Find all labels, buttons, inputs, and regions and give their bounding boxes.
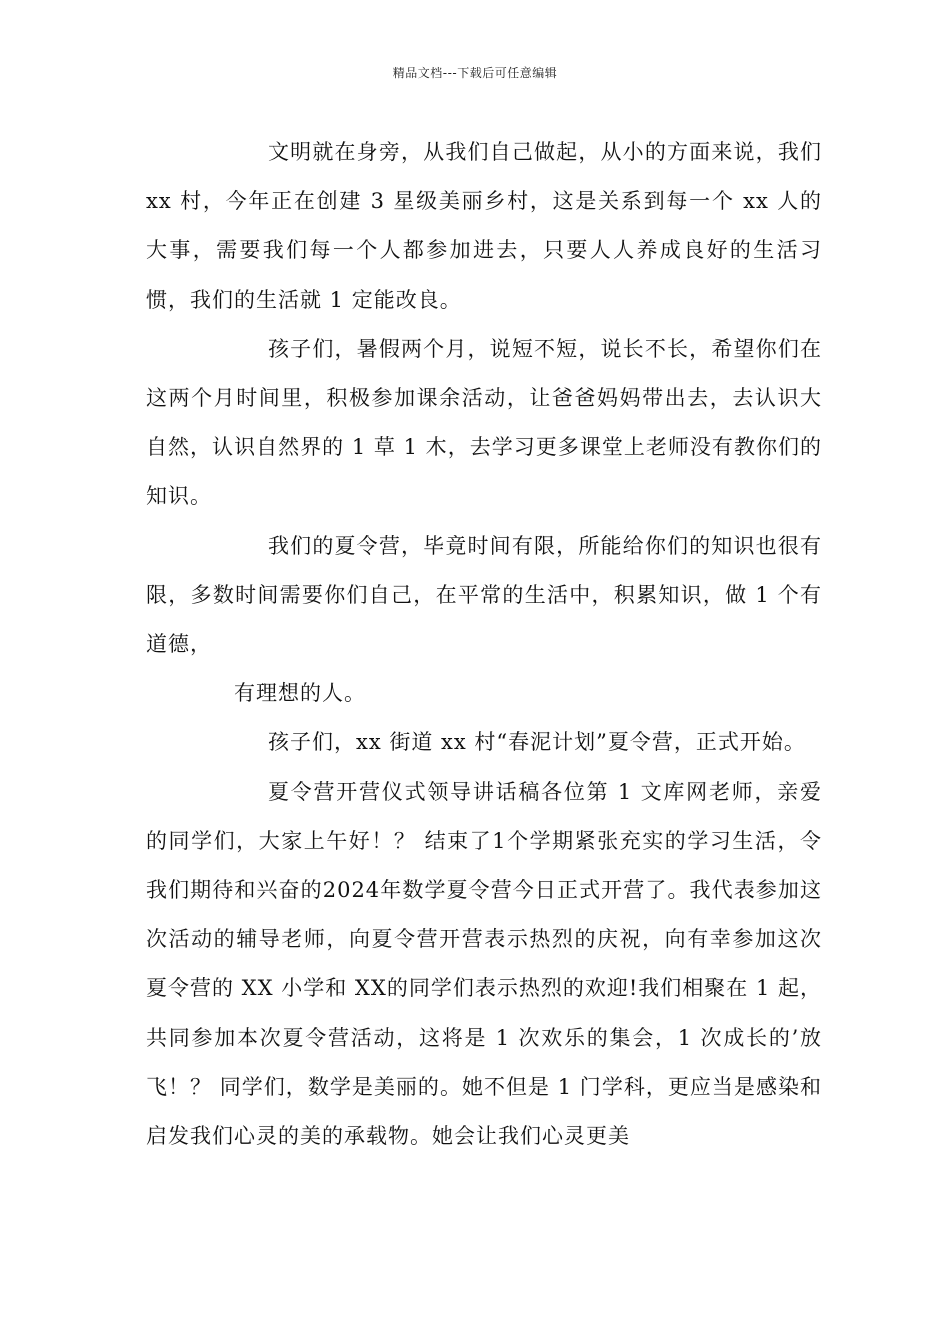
paragraph-summer-vacation: 孩子们，暑假两个月，说短不短，说长不长，希望你们在这两个月时间里，积极参加课余活动，让爸爸妈妈带出去，去认识大自然，认识自然界的 1 草 1 木，去学习更多课堂上老师没有教你们的知识。 <box>146 336 822 509</box>
paragraph-opening-speech: 夏令营开营仪式领导讲话稿各位第 1 文库网老师，亲爱的同学们，大家上午好！？ 结束了1个学期紧张充实的学习生活，令我们期待和兴奋的2024年数学夏令营今日正式开营了。我代表参加这次活动的辅导老师，向夏令营开营表示热烈的庆祝，向有幸参加这次夏令营的 XX 小学和 XX的同学们表示热烈的欢迎!我们相聚在 1 起，共同参加本次夏令营活动，这将是 1 次欢乐的集会，1 次成长的’放飞！？ 同学们，数学是美丽的。她不但是 1 门学科，更应当是感染和启发我们心灵的美的承载物。她会让我们心灵更美 <box>146 779 822 1149</box>
paragraph-ideals: 有理想的人。 <box>234 681 366 706</box>
page-header: 精品文档---下载后可任意编辑 <box>392 66 558 80</box>
paragraph-summer-camp: 我们的夏令营，毕竟时间有限，所能给你们的知识也很有限，多数时间需要你们自己，在平常的生活中，积累知识，做 1 个有道德， <box>146 533 822 657</box>
paragraph-civilization: 文明就在身旁，从我们自己做起，从小的方面来说，我们 xx 村，今年正在创建 3 星级美丽乡村，这是关系到每一个 xx 人的大事，需要我们每一个人都参加进去，只要人人养成良好的生活习惯，我们的生活就 1 定能改良。 <box>146 140 822 312</box>
document-body <box>146 128 822 1161</box>
paragraph-camp-start: 孩子们，xx 街道 xx 村“春泥计划”夏令营，正式开始。 <box>268 730 806 755</box>
